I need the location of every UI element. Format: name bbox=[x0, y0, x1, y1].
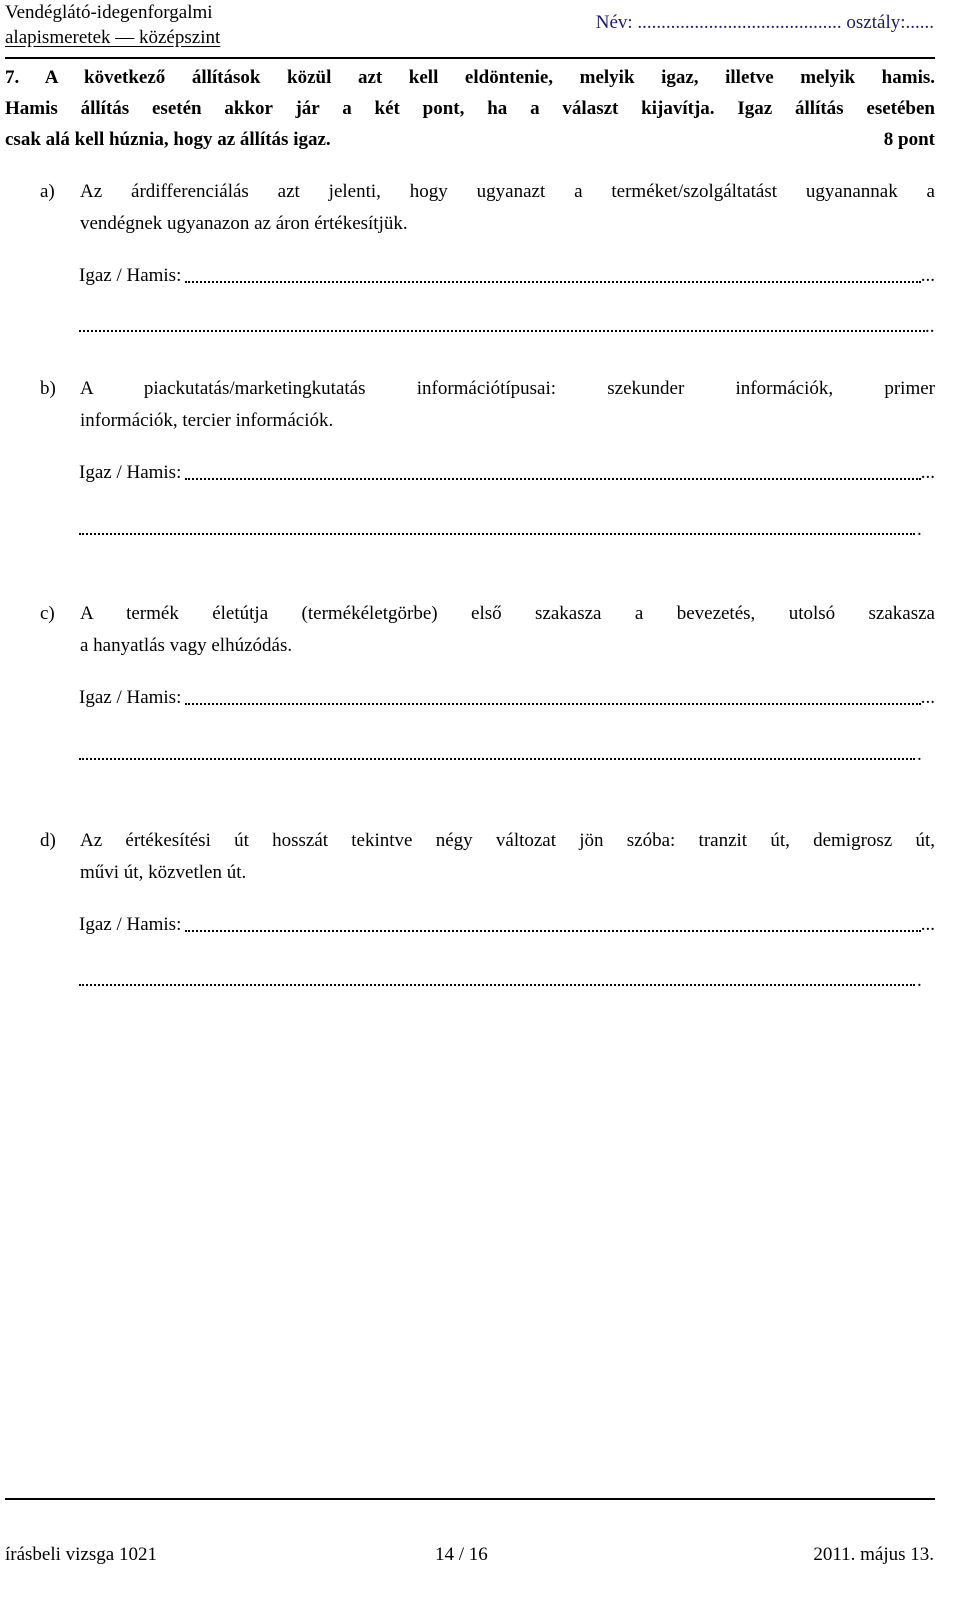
answer-dotted-line[interactable] bbox=[185, 477, 920, 480]
item-letter: b) bbox=[40, 378, 56, 399]
footer-rule bbox=[5, 1498, 935, 1500]
item-statement-line-2: a hanyatlás vagy elhúzódás. bbox=[80, 635, 293, 656]
line-end-mark: . bbox=[917, 744, 922, 765]
answer-continuation-line-c[interactable] bbox=[79, 756, 915, 760]
subject-title bbox=[5, 0, 220, 50]
answer-dotted-line[interactable] bbox=[185, 702, 920, 705]
answer-label: Igaz / Hamis: bbox=[79, 914, 182, 935]
question-instructions bbox=[5, 62, 935, 155]
answer-end-dots: ... bbox=[920, 687, 935, 708]
footer-exam-code: írásbeli vizsga 1021 bbox=[5, 1544, 157, 1565]
item-statement-line-2: információk, tercier információk. bbox=[80, 410, 334, 431]
answer-dotted-line[interactable] bbox=[185, 280, 920, 283]
answer-label: Igaz / Hamis: bbox=[79, 462, 182, 483]
item-c bbox=[40, 598, 935, 662]
item-letter: c) bbox=[40, 603, 55, 624]
answer-continuation-line-a[interactable] bbox=[79, 328, 925, 332]
item-statement-line-2: művi út, közvetlen út. bbox=[80, 862, 247, 883]
answer-end-dots: ... bbox=[920, 462, 935, 483]
item-a bbox=[40, 176, 935, 240]
item-statement-line-1: Az értékesítési út hosszát tekintve négy változat jön szóba: tranzit út, demigrosz út, bbox=[80, 830, 935, 851]
footer-page-number: 14 / 16 bbox=[435, 1544, 488, 1565]
item-statement-line-2: vendégnek ugyanazon az áron értékesítjük. bbox=[80, 213, 408, 234]
footer-date: 2011. május 13. bbox=[813, 1544, 934, 1565]
item-b bbox=[40, 373, 935, 437]
header-rule bbox=[5, 57, 935, 59]
line-end-mark: . bbox=[917, 519, 922, 540]
item-statement-line-1: Az árdifferenciálás azt jelenti, hogy ugyanazt a terméket/szolgáltatást ugyanannak a bbox=[80, 181, 935, 202]
line-end-mark: . bbox=[917, 970, 922, 991]
answer-continuation-line-d[interactable] bbox=[79, 982, 915, 986]
question-line-2: Hamis állítás esetén akkor jár a két pont, ha a választ kijavítja. Igaz állítás esetében bbox=[5, 98, 935, 119]
subject-line-1: Vendéglátó-idegenforgalmi bbox=[5, 2, 213, 23]
line-end-mark: .. bbox=[925, 316, 935, 337]
answer-label: Igaz / Hamis: bbox=[79, 265, 182, 286]
name-class-field: Név: ........................................... osztály:...... bbox=[595, 12, 934, 33]
answer-label: Igaz / Hamis: bbox=[79, 687, 182, 708]
question-line-1: 7. A következő állítások közül azt kell eldöntenie, melyik igaz, illetve melyik hamis. bbox=[5, 67, 935, 88]
question-line-3: csak alá kell húznia, hogy az állítás igaz. bbox=[5, 129, 331, 150]
answer-row-b[interactable] bbox=[79, 461, 935, 485]
question-points: 8 pont bbox=[883, 129, 935, 150]
answer-continuation-line-b[interactable] bbox=[79, 531, 915, 535]
answer-row-a[interactable] bbox=[79, 264, 935, 288]
answer-end-dots: ... bbox=[920, 265, 935, 286]
item-letter: a) bbox=[40, 181, 55, 202]
item-statement-line-1: A termék életútja (termékéletgörbe) első szakasza a bevezetés, utolsó szakasza bbox=[80, 603, 935, 624]
answer-dotted-line[interactable] bbox=[185, 929, 920, 932]
item-d bbox=[40, 825, 935, 889]
subject-line-2: alapismeretek — középszint bbox=[5, 27, 221, 48]
item-letter: d) bbox=[40, 830, 56, 851]
answer-end-dots: ... bbox=[920, 914, 935, 935]
answer-row-d[interactable] bbox=[79, 913, 935, 937]
answer-row-c[interactable] bbox=[79, 686, 935, 710]
item-statement-line-1: A piackutatás/marketingkutatás információtípusai: szekunder információk, primer bbox=[80, 378, 935, 399]
